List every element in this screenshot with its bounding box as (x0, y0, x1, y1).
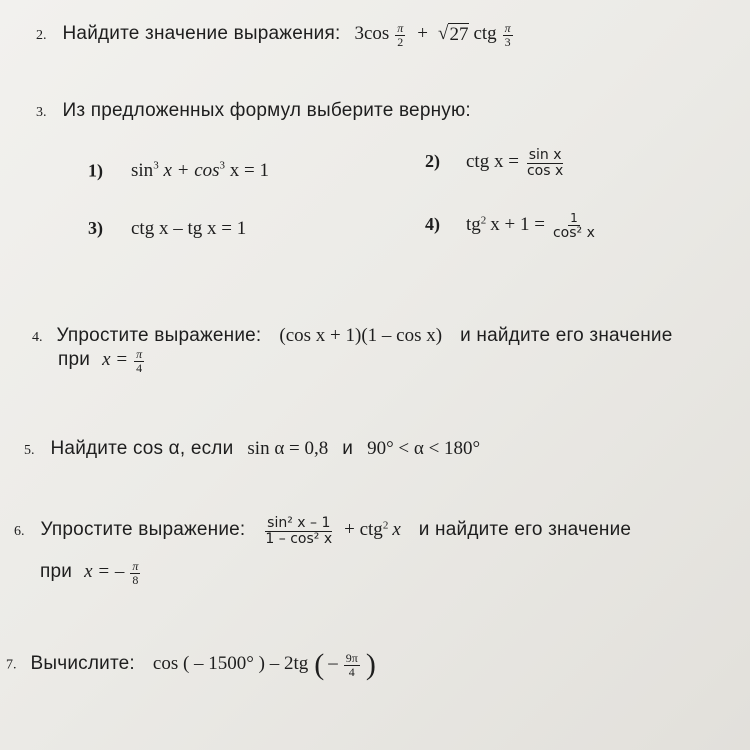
numerator: π (397, 21, 404, 35)
option-2 (425, 148, 567, 178)
option-formula (131, 160, 269, 181)
right-paren: ) (365, 648, 376, 681)
denominator: 4 (348, 664, 355, 679)
question-6-condition (40, 560, 142, 586)
question-3 (36, 100, 471, 122)
question-7 (6, 648, 376, 682)
denominator: 8 (132, 572, 139, 587)
numerator: sin² x – 1 (267, 515, 331, 531)
math-term: 3cos (354, 22, 390, 44)
denominator: 4 (136, 360, 143, 375)
fraction (130, 560, 140, 586)
square-root (438, 23, 469, 46)
denominator: cos² x (552, 224, 595, 241)
denominator: 1 – cos² x (265, 530, 333, 547)
question-6 (14, 516, 631, 546)
question-number: 3. (36, 105, 47, 120)
math-expression: cos ( – 1500° ) – 2tg (152, 652, 309, 674)
question-number: 6. (14, 523, 25, 539)
fraction (525, 148, 565, 178)
minus-sign: – (328, 652, 338, 674)
option-label: 4) (425, 213, 440, 234)
denominator: 3 (504, 34, 511, 49)
question-4-condition (58, 348, 146, 374)
conjunction: и (342, 438, 354, 459)
question-number: 4. (32, 330, 43, 345)
question-number: 5. (24, 443, 35, 458)
radical-sign: √ (438, 22, 449, 44)
question-prompt: Из предложенных формул выберите верную: (62, 100, 471, 121)
condition-2: 90° < α < 180° (367, 438, 481, 459)
exponent: 2 (480, 214, 487, 227)
question-4 (32, 325, 673, 347)
question-number: 2. (36, 27, 47, 43)
condition-word: при (40, 560, 73, 582)
math-term: ctg (473, 22, 497, 44)
question-prompt: Найдите значение выражения: (62, 22, 341, 44)
numerator: π (132, 559, 139, 573)
formula-part: + ctg (344, 518, 383, 540)
question-number: 7. (6, 657, 17, 673)
exponent: 3 (153, 160, 159, 172)
formula-part: x + cos (163, 160, 220, 182)
fraction (551, 212, 597, 240)
option-1 (88, 160, 269, 182)
option-formula-lhs: ctg x = (466, 150, 519, 172)
condition-word: при (58, 348, 91, 370)
fraction (134, 348, 144, 374)
option-3 (88, 218, 246, 240)
radicand: 27 (449, 23, 469, 45)
formula-part: tg (466, 213, 481, 235)
fraction (395, 22, 405, 48)
math-expression: (cos x + 1)(1 – cos x) (279, 325, 443, 346)
question-prompt: Упростите выражение: (40, 518, 246, 540)
option-label: 2) (425, 150, 440, 171)
question-prompt: Найдите cos α, если (50, 438, 234, 459)
question-prompt: Упростите выражение: (56, 325, 262, 346)
numerator: π (136, 347, 143, 361)
denominator: cos x (526, 162, 564, 179)
question-2 (36, 22, 515, 48)
condition-lhs: x = – (84, 560, 125, 582)
exponent: 3 (219, 160, 226, 172)
numerator: 1 (570, 211, 578, 225)
numerator: 9π (345, 650, 358, 665)
condition-1: sin α = 0,8 (247, 438, 329, 459)
formula-part: x = 1 (229, 160, 269, 182)
left-paren: ( (314, 648, 325, 681)
formula-part: x + 1 = (490, 213, 545, 235)
fraction (344, 652, 360, 678)
condition-lhs: x = (102, 348, 129, 370)
option-4 (425, 212, 599, 240)
numerator: sin x (528, 147, 562, 163)
question-tail: и найдите его значение (460, 325, 673, 346)
numerator: π (504, 21, 511, 35)
option-formula: ctg x – tg x = 1 (131, 218, 247, 239)
question-prompt: Вычислите: (30, 652, 135, 674)
fraction (263, 516, 334, 546)
formula-part: x (392, 518, 401, 540)
exponent: 2 (382, 519, 389, 532)
denominator: 2 (397, 34, 404, 49)
option-label: 3) (88, 218, 103, 238)
question-tail: и найдите его значение (418, 518, 632, 540)
fraction (503, 22, 513, 48)
question-5 (24, 438, 480, 460)
plus-sign: + (417, 22, 429, 44)
option-label: 1) (88, 160, 103, 181)
formula-part: sin (131, 160, 154, 182)
